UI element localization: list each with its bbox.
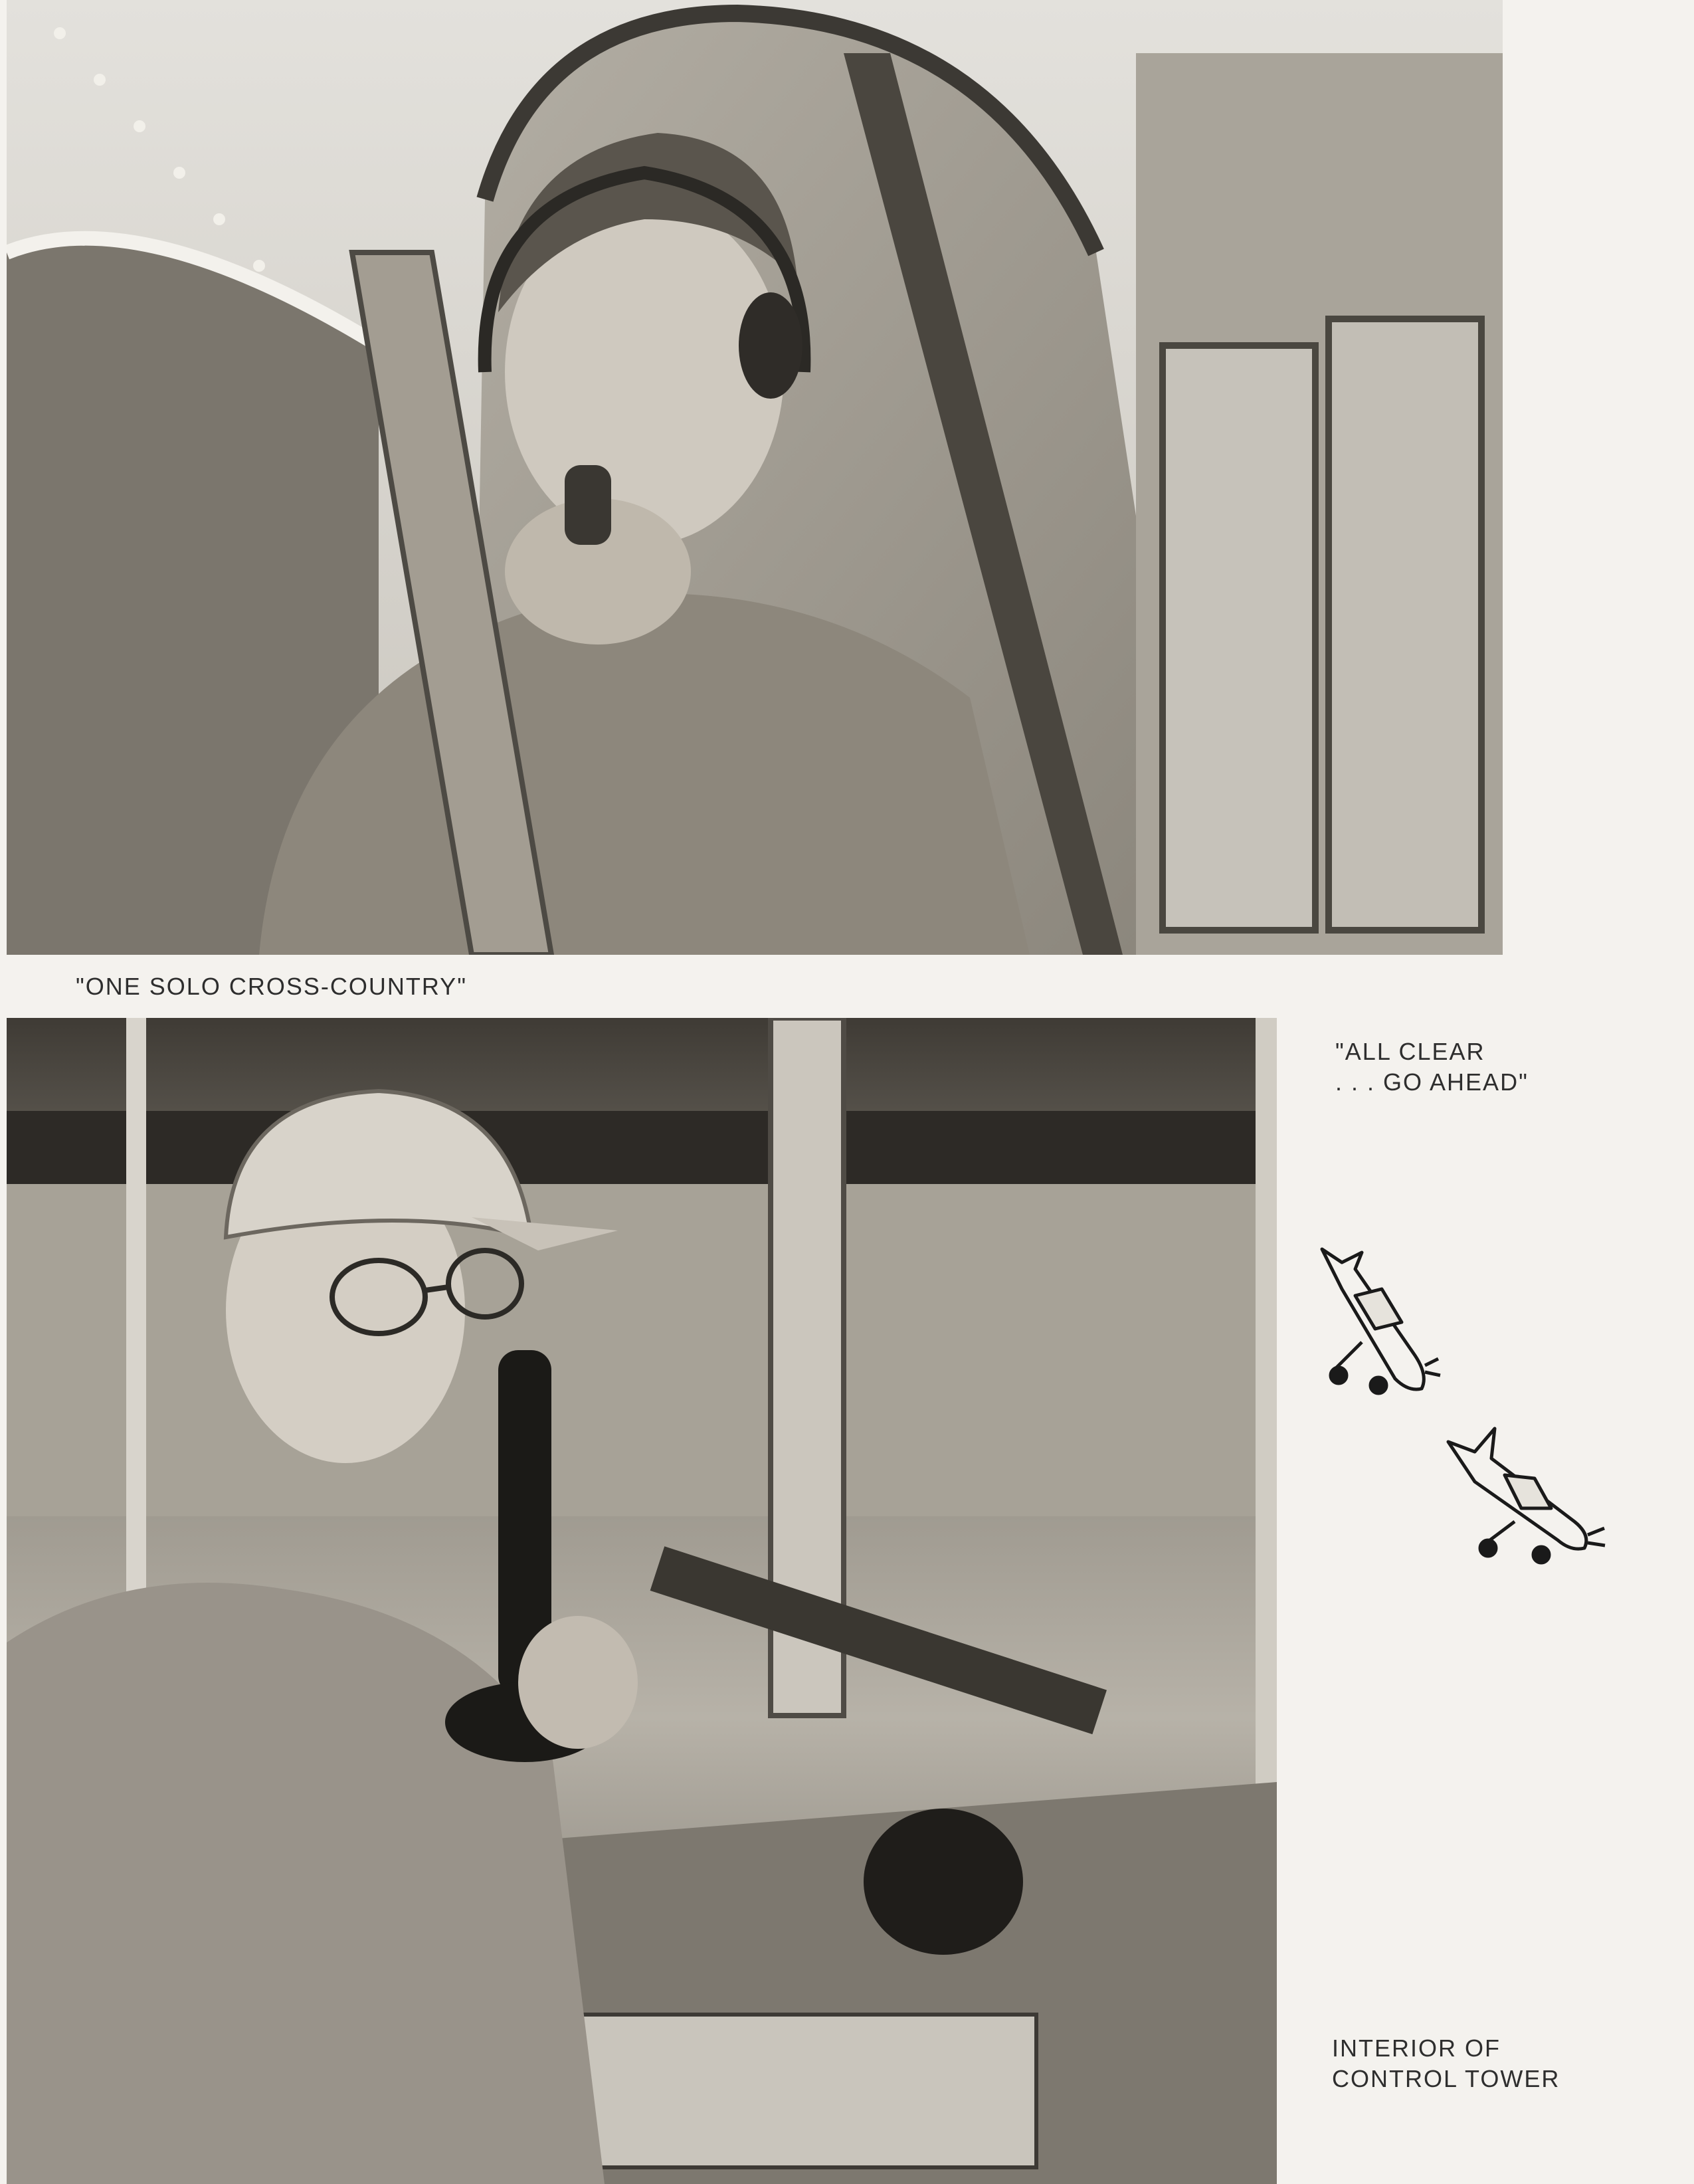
trainer-airplane-icon bbox=[1442, 1422, 1608, 1575]
cockpit-scene bbox=[7, 0, 1503, 955]
pilot-in-cockpit-photo bbox=[7, 0, 1503, 955]
top-photo-caption: "ONE SOLO CROSS-COUNTRY" bbox=[76, 973, 467, 1000]
airfield bbox=[7, 1184, 1277, 1516]
desk-paper bbox=[571, 2015, 1036, 2167]
horizon-band bbox=[7, 1111, 1277, 1184]
bottom-photo-caption: INTERIOR OF CONTROL TOWER bbox=[1332, 2035, 1560, 2092]
desk-lamp bbox=[864, 1809, 1023, 1955]
trainer-airplane-icon bbox=[1315, 1242, 1442, 1409]
control-tower-operator-photo bbox=[7, 1018, 1277, 2184]
radio-call-caption: "ALL CLEAR . . . GO AHEAD" bbox=[1335, 1038, 1529, 1096]
operator-hand bbox=[518, 1616, 638, 1749]
control-tower-scene bbox=[7, 1018, 1277, 2184]
